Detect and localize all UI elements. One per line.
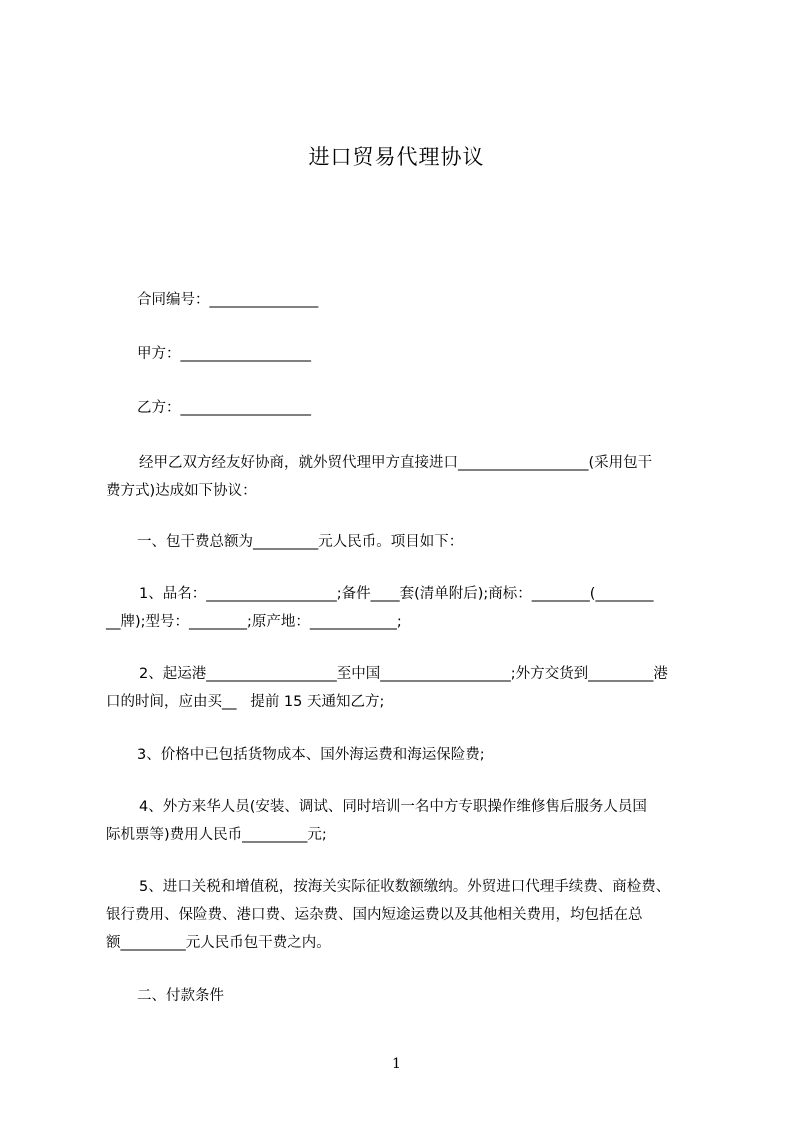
item-3: 3、价格中已包括货物成本、国外海运费和海运保险费; — [137, 747, 485, 763]
item-2-line-1: 2、起运港__________________至中国__________________;外方交货到_________港 — [139, 666, 668, 682]
item-1-line-2: __牌);型号：________;原产地：____________; — [106, 614, 402, 630]
party-b-field: 乙方：__________________ — [137, 400, 311, 416]
item-1-line-1: 1、品名：__________________;备件____套(清单附后);商标：________(________ — [139, 586, 654, 602]
item-5-line-2: 银行费用、保险费、港口费、运杂费、国内短途运费以及其他相关费用，均包括在总 — [106, 907, 643, 923]
intro-line-2: 费方式)达成如下协议： — [106, 483, 257, 499]
page-number: 1 — [392, 1056, 401, 1072]
section-2-heading: 二、付款条件 — [137, 988, 224, 1004]
intro-line-1: 经甲乙双方经友好协商，就外贸代理甲方直接进口__________________(采用包干 — [139, 455, 653, 471]
item-2-line-2: 口的时间，应由买__ 提前 15 天通知乙方; — [106, 694, 385, 710]
item-5-line-1: 5、进口关税和增值税，按海关实际征收数额缴纳。外贸进口代理手续费、商检费、 — [139, 879, 671, 895]
item-4-line-1: 4、外方来华人员(安装、调试、同时培训一名中方专职操作维修售后服务人员国 — [139, 799, 647, 815]
section-1-heading: 一、包干费总额为_________元人民币。项目如下： — [137, 534, 464, 550]
contract-number-field: 合同编号：_______________ — [137, 292, 319, 308]
party-a-field: 甲方：__________________ — [137, 346, 311, 362]
item-4-line-2: 际机票等)费用人民币_________元; — [106, 827, 327, 843]
document-title: 进口贸易代理协议 — [308, 145, 485, 169]
item-5-line-3: 额_________元人民币包干费之内。 — [106, 935, 331, 951]
